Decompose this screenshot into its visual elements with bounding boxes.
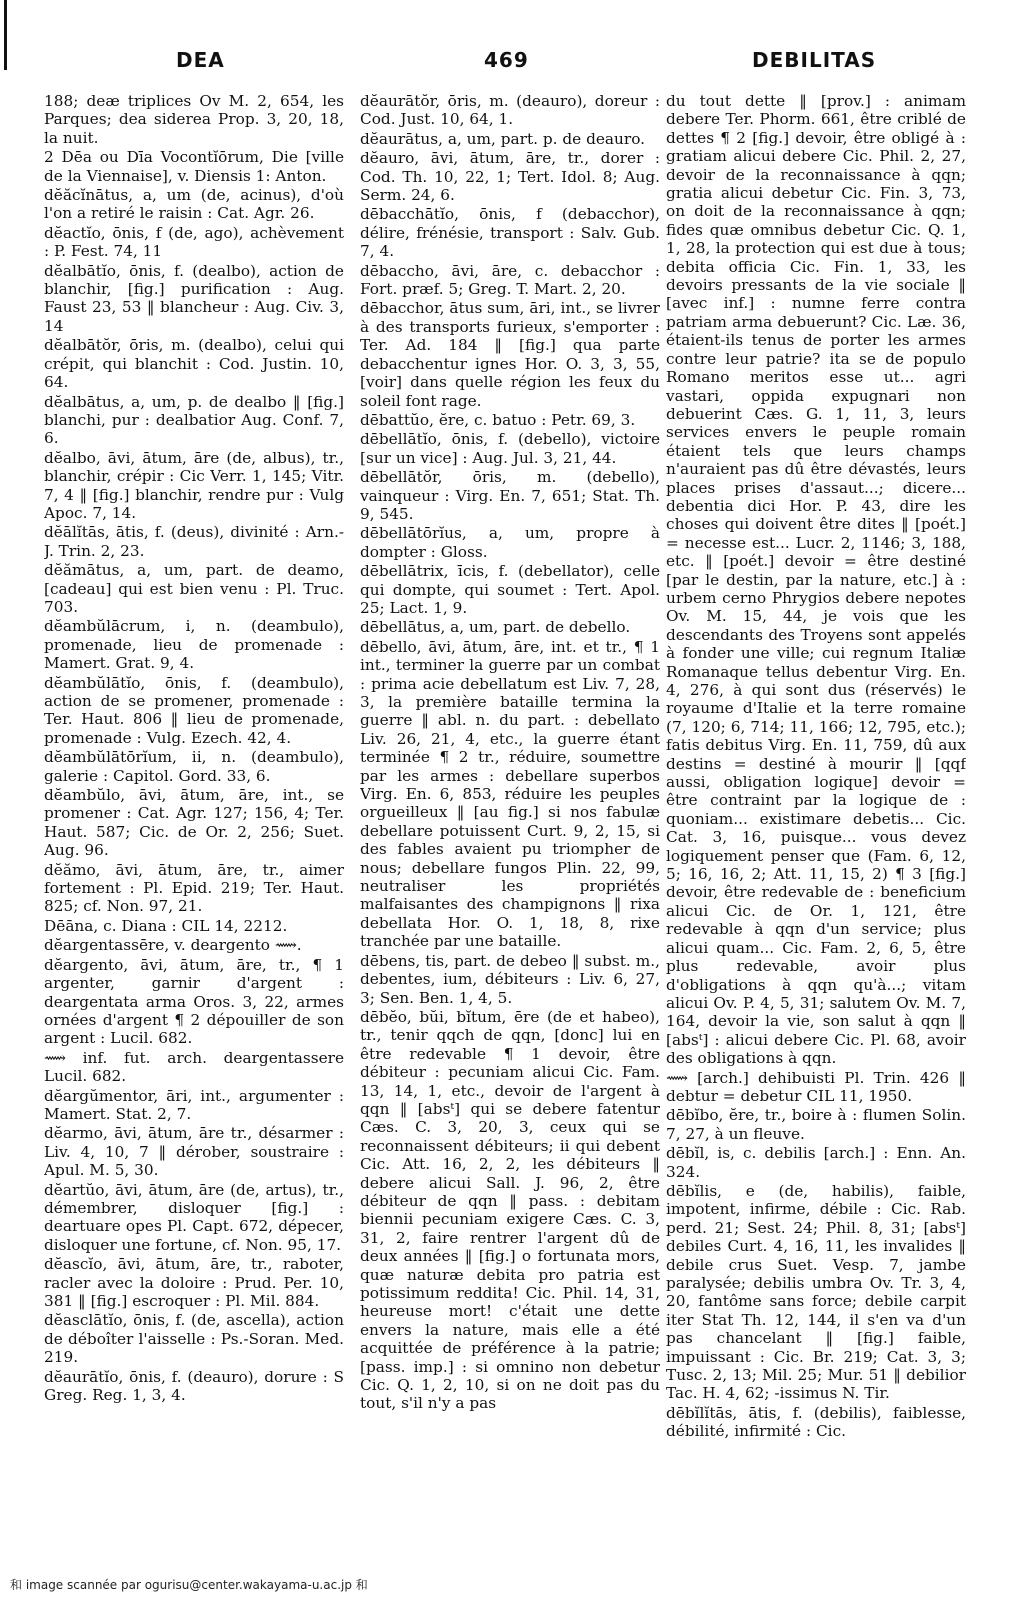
- entry-text: dēbellātrix, īcis, f. (debellator), celle qui dompte, qui soumet : Tert. Apol. 25; Lact. 1, 9.: [360, 562, 660, 617]
- entry-text: dĕalbātus, a, um, p. de dealbo ‖ [fig.] blanchi, pur : dealbatior Aug. Conf. 7, 6.: [44, 392, 344, 448]
- entry-text: dĕalbo, āvi, ātum, āre (de, albus), tr., blanchir, crépir : Cic Verr. 1, 145; Vitr. 7, 4 ‖ [fig.] blanchir, rendre pur : Vulg Apoc. 7, 14.: [44, 448, 344, 522]
- dictionary-entry: [666, 1182, 966, 1403]
- entry-text: dēbellātōrĭus, a, um, propre à dompter : Gloss.: [360, 524, 660, 561]
- dictionary-entry: [44, 92, 344, 147]
- entry-text: dĕargento, āvi, ātum, āre, tr., ¶ 1 argenter, garnir d'argent : deargentata arma Oros. 3, 22, armes ornées d'argent ¶ 2 dépouiller de son argent : Lucil. 682.: [44, 955, 344, 1048]
- entry-text: dēbellātŏr, ōris, m. (debello), vainqueur : Virg. En. 7, 651; Stat. Th. 9, 545.: [360, 468, 660, 523]
- dictionary-entry: [44, 1311, 344, 1366]
- dictionary-entry: [44, 148, 344, 185]
- dictionary-entry: [666, 1106, 966, 1143]
- dictionary-entry: [44, 186, 344, 223]
- entry-text: dēbacchor, ātus sum, āri, int., se livrer à des transports furieux, s'emporter : Ter. Ad. 184 ‖ [fig.] qua parte debacchentur ignes Hor. O. 3, 3, 55, [voir] dans quelle région les feux du soleil font rage.: [360, 299, 660, 410]
- dictionary-entry: [666, 92, 966, 1068]
- dictionary-entry: [44, 936, 344, 954]
- entry-text: dĕambŭlo, āvi, ātum, āre, int., se promener : Cat. Agr. 127; 156, 4; Ter. Haut. 587; Cic. de Or. 2, 256; Suet. Aug. 96.: [44, 786, 344, 860]
- entry-text: dĕargŭmentor, āri, int., argumenter : Mamert. Stat. 2, 7.: [44, 1086, 344, 1123]
- dictionary-entry: [44, 1087, 344, 1124]
- column-middle: [360, 92, 660, 1562]
- entry-text: dĕăcĭnātus, a, um (de, acinus), d'où l'on a retiré le raisin : Cat. Agr. 26.: [44, 186, 344, 223]
- entry-text: dēbens, tis, part. de debeo ‖ subst. m., debentes, ium, débiteurs : Liv. 6, 27, 3; Sen. Ben. 1, 4, 5.: [360, 951, 660, 1007]
- dictionary-entry: [360, 205, 660, 260]
- entry-text: Dēāna, c. Diana : CIL 14, 2212.: [44, 916, 288, 935]
- entry-text: dĕaurātŏr, ōris, m. (deauro), doreur : Cod. Just. 10, 64, 1.: [360, 92, 660, 129]
- entry-text: dĕascĭo, āvi, ātum, āre, tr., raboter, racler avec la doloire : Prud. Per. 10, 381 ‖ [fig.] escroquer : Pl. Mil. 884.: [44, 1255, 344, 1310]
- entry-text: ⟿ inf. fut. arch. deargentassere Lucil. 682.: [44, 1048, 344, 1086]
- entry-text: dēbĕo, bŭi, bĭtum, ēre (de et habeo), tr., tenir qqch de qqn, [donc] lui en être redevable ¶ 1 devoir, être débiteur : pecuniam alicui Cic. Fam. 13, 14, 1, etc., devoir de l'argent à qqn ‖ [absᵗ] qui se debere fatentur Cæs. C. 3, 20, 3, ceux qui se reconnaissent débiteurs; ii qui debent Cic. Att. 16, 2, 2, les débiteurs ‖ debere alicui Sall. J. 96, 2, être débiteur de qqn ‖ pass. : debitam biennii pecuniam exigere Cæs. C. 3, 31, 2, faire rentrer l'argent dû de deux années ‖ [fig.] o fortunata mors, quæ naturæ debita pro patria est potissimum reddita! Cic. Phil. 14, 31, heureuse mort! c'était une dette envers la nature, mais elle a été acquittée de préférence à la patrie; [pass. imp.] : si omnino non debetur Cic. Q. 1, 2, 10, si on ne doit pas du tout, s'il n'y a pas: [360, 1007, 660, 1413]
- dictionary-entry: [360, 562, 660, 617]
- entry-text: dēbĭl, is, c. debilis [arch.] : Enn. An. 324.: [666, 1144, 966, 1181]
- dictionary-entry: [360, 952, 660, 1007]
- dictionary-entry: [44, 861, 344, 916]
- dictionary-entry: [360, 299, 660, 409]
- entry-text: dĕambŭlātĭo, ōnis, f. (deambulo), action de se promener, promenade : Ter. Haut. 806 ‖ lieu de promenade, promenade : Vulg. Ezech. 42, 4.: [44, 673, 344, 747]
- entry-text: dĕalbātĭo, ōnis, f. (dealbo), action de blanchir, [fig.] purification : Aug. Faust 23, 53 ‖ blancheur : Aug. Civ. 3, 14: [44, 261, 344, 335]
- page-number: 469: [484, 48, 529, 72]
- entry-text: 188; deæ triplices Ov M. 2, 654, les Parques; dea siderea Prop. 3, 20, 18, la nuit.: [44, 92, 344, 147]
- dictionary-entry: [44, 617, 344, 672]
- dictionary-entry: [44, 1255, 344, 1310]
- dictionary-entry: [666, 1069, 966, 1106]
- dictionary-entry: [44, 1124, 344, 1179]
- entry-text: dēbĭlĭtās, ātis, f. (debilis), faiblesse, débilité, infirmité : Cic.: [666, 1403, 966, 1441]
- dictionary-entry: [360, 149, 660, 204]
- entry-text: dĕauro, āvi, ātum, āre, tr., dorer : Cod. Th. 10, 22, 1; Tert. Idol. 8; Aug. Serm. 24, 6.: [360, 149, 660, 205]
- entry-text: dēbaccho, āvi, āre, c. debacchor : Fort. præf. 5; Greg. T. Mart. 2, 20.: [360, 261, 660, 299]
- entry-text: ⟿ [arch.] dehibuisti Pl. Trin. 426 ‖ debtur = debetur CIL 11, 1950.: [666, 1068, 966, 1105]
- entry-text: du tout dette ‖ [prov.] : animam debere Ter. Phorm. 661, être criblé de dettes ¶ 2 [fig.] devoir, être obligé à : gratiam alicui debere Cic. Phil. 2, 27, devoir de la reconnaissance à qqn; gratia alicui debetur Cic. Fin. 3, 73, on doit de la reconnaissance à qqn; fides quæ omnibus debetur Cic. Q. 1, 1, 28, la protection qui est due à tous; debita officia Cic. Fin. 1, 33, les devoirs pressants de la vie sociale ‖ [avec inf.] : numne ferre contra patriam arma debuerunt? Cic. Læ. 36, étaient-ils tenus de porter les armes contre leur patrie? ita se de populo Romano meritos esse ut... agri vastari, oppida expugnari non debuerint Cæs. G. 1, 11, 3, leurs services envers le peuple romain étaient tels que leurs champs n'auraient pas dû être dévastés, leurs places prises d'assaut...; dicere... debentia dici Hor. P. 43, dire les choses qui doivent être dites ‖ [poét.] = necesse est... Lucr. 2, 1146; 3, 188, etc. ‖ [poét.] devoir = être destiné [par le destin, par la nature, etc.] à : urbem cerno Phrygios debere nepotes Ov. M. 15, 44, je vois que les descendants des Troyens sont appelés à fonder une ville; cui regnum Italiæ Romanaque tellus debentur Virg. En. 4, 276, à qui sont dus (réservés) le royaume d'Italie et la terre romaine (7, 120; 6, 714; 11, 166; 12, 795, etc.); fatis debitus Virg. En. 11, 759, dû aux destins = destiné à mourir ‖ [qqf aussi, obligation logique] devoir = être contraint par la logique de : quoniam... existimare debetis... Cic. Cat. 3, 16, puisque... vous devez logiquement penser que (Fam. 6, 12, 5; 16, 16, 2; Att. 11, 15, 2) ¶ 3 [fig.] devoir, être redevable de : beneficium alicui Cic. de Or. 1, 121, être redevable à qqn d'un service; plus alicui quam... Cic. Fam. 2, 6, 5, être plus redevable, avoir plus d'obligations à qqn qu'à...; vitam alicui Ov. P. 4, 5, 31; salutem Ov. M. 7, 164, devoir la vie, son salut à qqn ‖ [absᵗ] : alicui debere Cic. Pl. 68, avoir des obligations à qqn.: [666, 92, 966, 1068]
- dictionary-entry: [44, 786, 344, 860]
- dictionary-entry: [360, 92, 660, 129]
- page-header: [0, 48, 1024, 88]
- entry-text: dēbĭbo, ĕre, tr., boire à : flumen Solin. 7, 27, à un fleuve.: [666, 1106, 966, 1143]
- dictionary-entry: [360, 524, 660, 561]
- dictionary-entry: [360, 430, 660, 467]
- entry-text: 2 Dēa ou Dīa Vocontĭōrum, Die [ville de la Viennaise], v. Diensis 1: Anton.: [44, 148, 344, 185]
- entry-text: dĕalbātŏr, ōris, m. (dealbo), celui qui crépit, qui blanchit : Cod. Justin. 10, 64.: [44, 336, 344, 392]
- dictionary-entry: [360, 618, 660, 636]
- dictionary-entry: [666, 1404, 966, 1441]
- entry-text: dĕămo, āvi, ātum, āre, tr., aimer fortement : Pl. Epid. 219; Ter. Haut. 825; cf. Non. 97, 21.: [44, 860, 344, 916]
- entry-text: dĕargentassēre, v. deargento ⟿.: [44, 936, 302, 955]
- header-last-word: DEBILITAS: [752, 48, 877, 72]
- dictionary-entry: [44, 561, 344, 616]
- entry-text: dēbellātĭo, ōnis, f. (debello), victoire [sur un vice] : Aug. Jul. 3, 21, 44.: [360, 430, 660, 467]
- dictionary-entry: [360, 411, 660, 429]
- dictionary-entry: [44, 1049, 344, 1086]
- dictionary-entry: [44, 224, 344, 261]
- entry-text: dĕaurātĭo, ōnis, f. (deauro), dorure : S Greg. Reg. 1, 3, 4.: [44, 1367, 344, 1405]
- dictionary-entry: [44, 393, 344, 448]
- entry-text: dĕambŭlātōrĭum, ii, n. (deambulo), galerie : Capitol. Gord. 33, 6.: [44, 748, 344, 785]
- column-right: [666, 92, 966, 1562]
- entry-text: dēbellātus, a, um, part. de debello.: [360, 618, 631, 637]
- dictionary-entry: [44, 748, 344, 785]
- entry-text: dēbello, āvi, ātum, āre, int. et tr., ¶ 1 int., terminer la guerre par un combat : prima acie debellatum est Liv. 7, 28, 3, la première bataille termina la guerre ‖ abl. n. du part. : debellato Liv. 26, 21, 4, etc., la guerre étant terminée ¶ 2 tr., réduire, soumettre par les armes : debellare superbos Virg. En. 6, 853, réduire les peuples orgueilleux ‖ [au fig.] si nos fabulæ debellare potuissent Curt. 9, 2, 15, si des fables avaient pu triompher de nous; debellare fungos Plin. 22, 99, neutraliser les propriétés malfaisantes des champignons ‖ rixa debellata Hor. O. 1, 18, 8, rixe tranchée par une bataille.: [360, 637, 660, 951]
- column-left: [44, 92, 344, 1562]
- entry-text: dĕactĭo, ōnis, f (de, ago), achèvement : P. Fest. 74, 11: [44, 223, 344, 261]
- dictionary-entry: [44, 449, 344, 523]
- entry-text: dēbacchātĭo, ōnis, f (debacchor), délire, frénésie, transport : Salv. Gub. 7, 4.: [360, 205, 660, 261]
- entry-text: dēbattŭo, ĕre, c. batuo : Petr. 69, 3.: [360, 410, 636, 429]
- entry-text: dĕālĭtās, ātis, f. (deus), divinité : Arn.-J. Trin. 2, 23.: [44, 523, 344, 560]
- dictionary-entry: [360, 1008, 660, 1413]
- dictionary-entry: [666, 1144, 966, 1181]
- entry-text: dĕarmo, āvi, ātum, āre tr., désarmer : Liv. 4, 10, 7 ‖ dérober, soustraire : Apul. M. 5, 30.: [44, 1124, 344, 1180]
- entry-text: dĕaurātus, a, um, part. p. de deauro.: [360, 129, 646, 148]
- dictionary-entry: [44, 1181, 344, 1255]
- dictionary-entry: [360, 262, 660, 299]
- dictionary-entry: [44, 674, 344, 748]
- dictionary-entry: [44, 262, 344, 336]
- dictionary-entry: [360, 638, 660, 951]
- entry-text: dĕasclātĭo, ōnis, f. (de, ascella), action de déboîter l'aisselle : Ps.-Soran. Med. 219.: [44, 1311, 344, 1367]
- entry-text: dĕambŭlācrum, i, n. (deambulo), promenade, lieu de promenade : Mamert. Grat. 9, 4.: [44, 617, 344, 673]
- dictionary-entry: [44, 956, 344, 1048]
- dictionary-entry: [44, 336, 344, 391]
- entry-text: dĕartŭo, āvi, ātum, āre (de, artus), tr., démembrer, disloquer [fig.] : deartuare opes Pl. Capt. 672, dépecer, disloquer une fortune, cf. Non. 95, 17.: [44, 1180, 344, 1254]
- scan-credit-footer: 和 image scannée par ogurisu@center.wakayama-u.ac.jp 和: [10, 1578, 368, 1592]
- dictionary-entry: [44, 917, 344, 935]
- header-first-word: DEA: [176, 48, 225, 72]
- dictionary-entry: [360, 468, 660, 523]
- entry-text: dĕămātus, a, um, part. de deamo, [cadeau] qui est bien venu : Pl. Truc. 703.: [44, 561, 344, 616]
- entry-text: dēbĭlis, e (de, habilis), faible, impotent, infirme, débile : Cic. Rab. perd. 21; Sest. 24; Phil. 8, 31; [absᵗ] debiles Curt. 4, 16, 11, les invalides ‖ debile crus Suet. Vesp. 7, jambe paralysée; debilis umbra Ov. Tr. 3, 4, 20, fantôme sans force; debile carpit iter Stat Th. 12, 144, il s'en va d'un pas chancelant ‖ [fig.] faible, impuissant : Cic. Br. 219; Cat. 3, 3; Tusc. 2, 13; Mil. 25; Mur. 51 ‖ debilior Tac. H. 4, 62; -issimus N. Tir.: [666, 1181, 966, 1403]
- dictionary-entry: [44, 1368, 344, 1405]
- dictionary-entry: [44, 523, 344, 560]
- dictionary-entry: [360, 130, 660, 148]
